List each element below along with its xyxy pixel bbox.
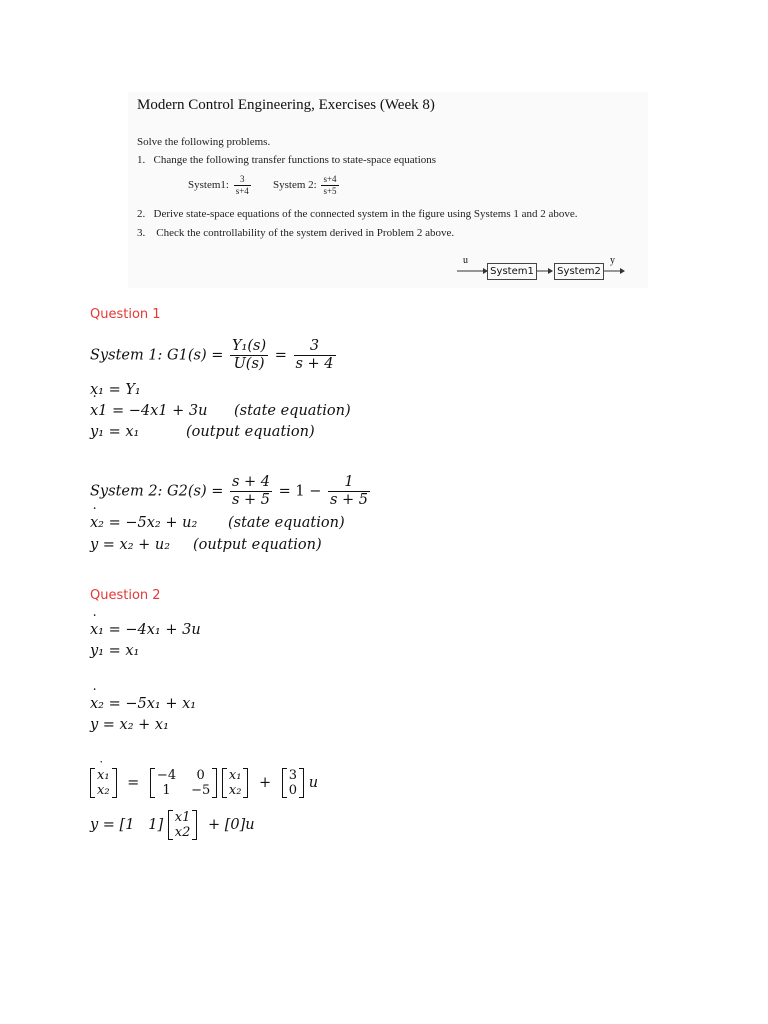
ss-plus: + — [259, 775, 272, 791]
q2-line3-var: ˙ x₂ — [90, 696, 104, 712]
question2-heading: Question 2 — [90, 588, 161, 603]
sys2-num: s+4 — [323, 174, 337, 184]
q1-line2-note: (state equation) — [234, 403, 351, 419]
q2-line3-rhs: = −5x₁ + x₁ — [104, 696, 197, 712]
sys1-lhs: System 1: G1(s) = — [90, 347, 224, 364]
state-vector-2 — [168, 810, 198, 840]
q2-line1-rhs: = −4x₁ + 3u — [104, 622, 201, 638]
ss-equals: = — [127, 775, 140, 791]
x-2: x₂ — [228, 783, 242, 798]
sheet-title: Modern Control Engineering, Exercises (Week 8) — [137, 97, 435, 113]
A-12: 0 — [196, 768, 205, 783]
sys1-frac1-num: Y₁(s) — [231, 338, 267, 354]
sys1-transfer — [188, 174, 253, 197]
system1-block: System1 — [487, 263, 537, 280]
sys1-eq: = — [274, 347, 287, 364]
q1-line1: x₁ = Y₁ — [90, 382, 141, 398]
sys2-frac2-num: 1 — [328, 474, 370, 492]
q1-line4-note: (state equation) — [228, 515, 345, 531]
q1-line2 — [90, 403, 207, 419]
q2-line4: y = x₂ + x₁ — [90, 717, 169, 733]
x-1: x₁ — [228, 768, 242, 783]
state-vector — [222, 768, 249, 798]
A-11: −4 — [156, 768, 177, 783]
sys2-transfer — [273, 174, 341, 197]
A-21: 1 — [162, 783, 171, 798]
q1-line5-note: (output equation) — [193, 537, 322, 553]
q1-line4-rhs: = −5x₂ + u₂ — [104, 515, 198, 531]
q1-line3-note: (output equation) — [186, 424, 315, 440]
q2-line3 — [90, 696, 196, 712]
sys1-frac2-den: s + 4 — [295, 356, 334, 372]
diagram-arrows — [455, 255, 635, 285]
output-equation — [90, 810, 255, 840]
sys2-fraction — [321, 174, 338, 197]
sys2-label: System 2: — [273, 179, 317, 192]
output-label: y — [610, 255, 615, 266]
sys1-label: System1: — [188, 179, 229, 192]
x2-entry: x2 — [174, 825, 191, 840]
block-diagram — [455, 255, 635, 285]
q1-line2-var: ˙ x1 — [90, 403, 107, 419]
q1-line3: y₁ = x₁ — [90, 424, 140, 440]
sys1-frac2 — [294, 338, 336, 373]
q2-line2: y₁ = x₁ — [90, 643, 140, 659]
sys2-frac1-num: s + 4 — [231, 474, 271, 490]
x1-entry: x1 — [174, 810, 191, 825]
q1-line4-var: ˙ x₂ — [90, 515, 104, 531]
problem-3: 3. Check the controllability of the system derived in Problem 2 above. — [137, 227, 455, 239]
q2-line1 — [90, 622, 201, 638]
y-tail: + [0]u — [207, 817, 255, 833]
sys1-transfer-eq — [90, 338, 338, 373]
state-dot-1: ˙ x₁ — [97, 768, 110, 783]
sys1-den: s+4 — [235, 186, 249, 196]
input-label: u — [463, 255, 468, 266]
y-lhs: y = [1 1] — [90, 817, 164, 833]
sys1-frac2-num: 3 — [294, 338, 336, 356]
matrix-B — [282, 768, 304, 798]
state-derivative-vector — [90, 768, 117, 798]
sys1-num: 3 — [234, 174, 251, 186]
sheet-intro: Solve the following problems. — [137, 136, 271, 148]
A-22: −5 — [191, 783, 211, 798]
q1-line2-rhs: = −4x1 + 3u — [107, 403, 208, 419]
state-dot-2: ˙ x₂ — [97, 783, 110, 798]
state-space-equation — [90, 768, 318, 798]
sys2-mid: = 1 − — [278, 483, 322, 500]
sys2-frac1 — [230, 474, 272, 509]
B-2: 0 — [288, 783, 298, 798]
sys2-lhs: System 2: G2(s) = — [90, 483, 224, 500]
system2-block: System2 — [554, 263, 604, 280]
problem-2: 2. Derive state-space equations of the connected system in the figure using Systems 1 and 2 above. — [137, 208, 578, 220]
B-1: 3 — [288, 768, 298, 783]
q2-line1-var: ˙ x₁ — [90, 622, 104, 638]
q1-line4 — [90, 515, 197, 531]
sys2-frac2-den: s + 5 — [330, 492, 369, 508]
sys1-frac1 — [230, 338, 268, 373]
input-u: u — [308, 775, 319, 791]
matrix-A — [150, 768, 217, 798]
sys1-fraction — [234, 174, 251, 197]
sys1-frac1-den: U(s) — [233, 356, 265, 372]
q1-line5: y = x₂ + u₂ — [90, 537, 171, 553]
sys2-transfer-eq — [90, 474, 372, 509]
sys2-frac1-den: s + 5 — [231, 492, 271, 508]
sys2-frac2 — [328, 474, 370, 509]
sys2-den: s+5 — [323, 186, 337, 196]
question1-heading: Question 1 — [90, 307, 161, 322]
problem-1: 1. Change the following transfer functions to state-space equations — [137, 154, 437, 166]
